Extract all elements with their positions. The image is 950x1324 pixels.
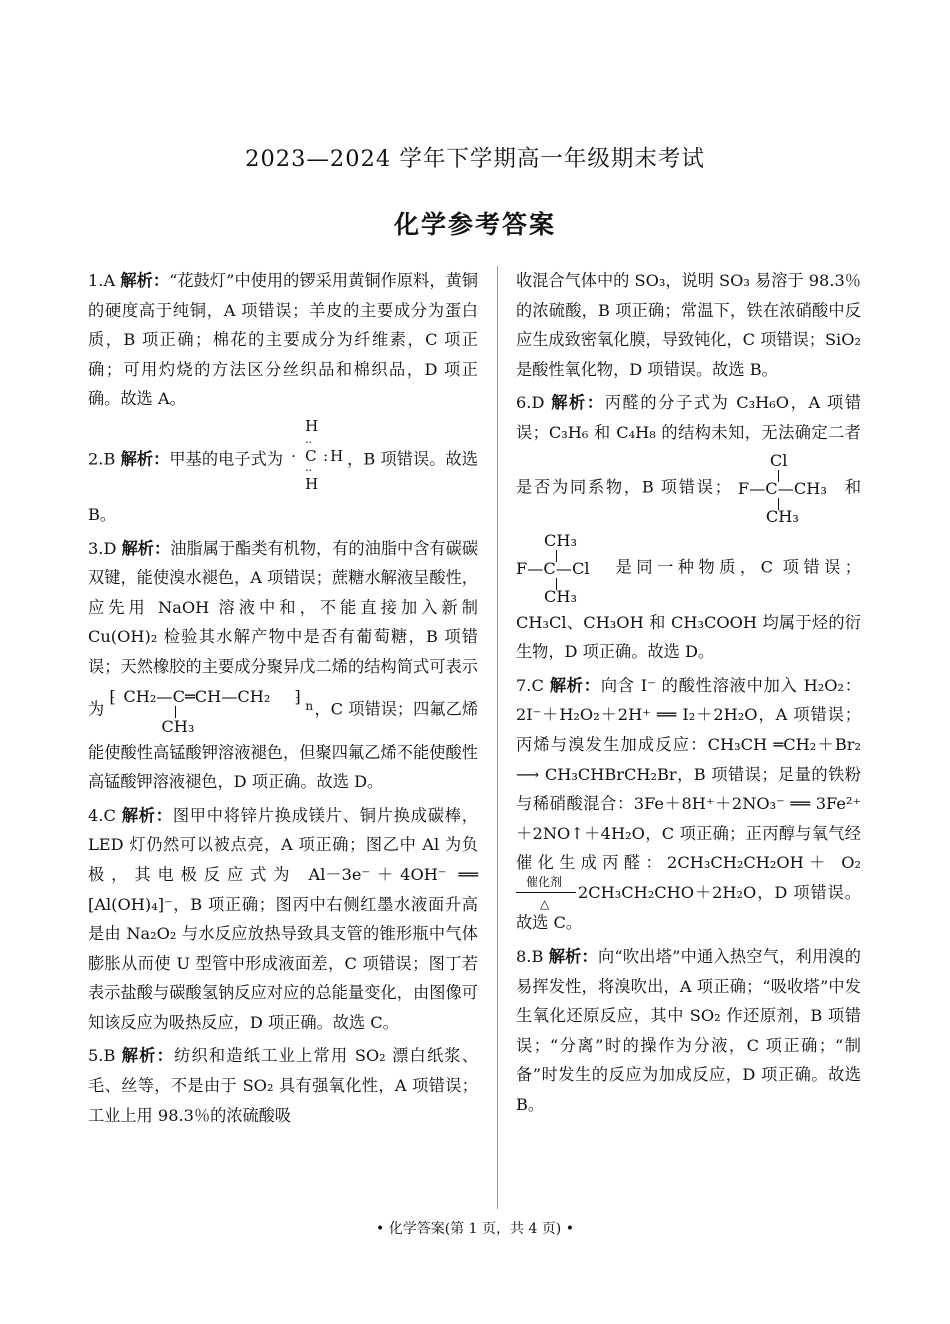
- electron-h-bottom: H: [305, 474, 319, 493]
- answer-5: [88, 1041, 478, 1130]
- page-footer: • 化学答案(第 1 页，共 4 页) •: [376, 1221, 574, 1237]
- answer-text: 2CH₃CH₂CHO＋2H₂O，D 项错误。故选 C。: [516, 882, 861, 933]
- analysis-label: 解析：: [548, 947, 598, 966]
- analysis-label: 解析：: [121, 1046, 175, 1066]
- electron-c: C: [305, 446, 317, 465]
- polyisoprene-structure: [109, 682, 314, 738]
- answer-text: 图甲中将锌片换成镁片、铜片换成碳棒，LED 灯仍然可以被点亮，A 项正确；图乙中 Al 为负极，其电极反应式为 Al－3e⁻＋4OH⁻ ══ [Al(OH)₄]⁻，B 项正确；图丙中右侧红墨水液面升高是由 Na₂O₂ 与水反应放热导致具支管的锥形瓶中气体膨胀从而使 U 型管中形成液面差，C 项错误；图丁若表示盐酸与碳酸氢钠反应对应的总能量变化，由图像可知该反应为吸热反应，D 项正确。故选 C。: [88, 805, 478, 1032]
- page-subtitle: 化学参考答案: [393, 210, 556, 239]
- methyl-group: CH₃: [544, 530, 577, 550]
- answer-number: 2.B: [88, 449, 116, 469]
- reaction-arrow: [516, 875, 578, 912]
- left-column: [88, 266, 478, 1134]
- atom-cl: Cl: [769, 450, 788, 470]
- connector-text: 和: [844, 477, 861, 497]
- answer-1: [88, 266, 478, 414]
- answer-text: 收混合气体中的 SO₃，说明 SO₃ 易溶于 98.3％的浓硫酸，B 项正确；常温下，铁在浓硝酸中反应生成致密氧化膜，导致钝化，C 项错误；SiO₂ 是酸性氧化物，D 项错误。故选 B。: [516, 271, 861, 379]
- oxygen: O₂: [841, 853, 861, 873]
- answer-text: 油脂属于酯类有机物，有的油脂中含有碳碳双键，能使溴水褪色，A 项错误；蔗糖水解液呈酸性，应先用 NaOH 溶液中和，不能直接加入新制 Cu(OH)₂ 检验其水解产物中是否有葡萄糖，B 项错误；天然橡胶的主要成分聚异戊二烯的结构简式可表示为: [88, 538, 479, 719]
- column-divider: [497, 266, 498, 1209]
- bracket-right: ⁆: [294, 686, 301, 706]
- subscript-n: n: [305, 698, 314, 713]
- right-column: [516, 266, 861, 1124]
- answer-7: [516, 671, 861, 938]
- answer-text: 向含 I⁻ 的酸性溶液中加入 H₂O₂：2I⁻＋H₂O₂＋2H⁺ ══ I₂＋2H₂O，A 项错误；丙烯与溴发生加成反应：CH₃CH ═CH₂＋Br₂ ⟶ CH₃CHBrCH₂Br，B 项错误；足量的铁粉与稀硝酸混合：3Fe＋8H⁺＋2NO₃⁻ ══ 3Fe²⁺＋2NO↑＋4H₂O，C 项正确；正丙醇与氧气经催化生成丙醛：2CH₃CH₂CH₂OH＋: [516, 675, 861, 873]
- electron-dots-top: ··: [305, 435, 313, 449]
- electron-h-right: H: [330, 446, 344, 465]
- methyl-group: CH₃: [765, 506, 799, 526]
- structure-main-chain: F—C—Cl: [516, 558, 590, 578]
- answer-text: ，C 项错误；四氟乙烯能使酸性高锰酸钾溶液褪色，但聚四氟乙烯不能使酸性高锰酸钾溶液褪色，D 项正确。故选 D。: [88, 699, 479, 792]
- answer-number: 1.A: [88, 271, 116, 290]
- answer-8: [516, 942, 861, 1120]
- analysis-label: 解析：: [120, 271, 170, 290]
- analysis-label: 解析：: [121, 538, 171, 558]
- analysis-label: 解析：: [549, 675, 601, 695]
- answer-number: 3.D: [88, 538, 117, 558]
- answer-3: [88, 534, 478, 797]
- answer-text: 是同一种物质，C 项错误；CH₃Cl、CH₃OH 和 CH₃COOH 均属于烃的衍生物，D 项正确。故选 D。: [516, 557, 861, 662]
- analysis-label: 解析：: [121, 805, 173, 825]
- structure-main-chain: F—C—CH₃: [737, 478, 827, 498]
- answer-number: 5.B: [88, 1046, 116, 1066]
- answer-number: 8.B: [516, 947, 544, 966]
- analysis-label: 解析：: [551, 393, 605, 413]
- answer-text: 甲基的电子式为: [169, 449, 284, 469]
- bracket-left: ⁅: [109, 686, 116, 706]
- answer-5-continued: [516, 266, 861, 384]
- answer-text: ，B 项错误。故选 B。: [88, 449, 478, 524]
- answer-text: 丙醛的分子式为 C₃H₆O，A 项错误；C₃H₆ 和 C₄H₈ 的结构未知，无法确定二者是否为同系物，B 项错误；: [516, 393, 862, 497]
- electron-dots-bottom: ··: [305, 463, 313, 477]
- electron-colon: :: [323, 446, 329, 465]
- structure-1: [738, 448, 838, 528]
- methyl-group: CH₃: [161, 716, 195, 736]
- answer-number: 4.C: [88, 805, 116, 825]
- methyl-electron-formula: [283, 416, 347, 500]
- heat-symbol: △: [540, 897, 550, 912]
- electron-dot-left: ·: [291, 446, 296, 465]
- answer-6: [516, 388, 861, 666]
- answer-number: 6.D: [516, 393, 545, 413]
- catalyst-label: 催化剂: [526, 875, 563, 890]
- polymer-chain: CH₂—C═CH—CH₂: [123, 686, 271, 706]
- page-title: 2023—2024 学年下学期高一年级期末考试: [245, 146, 705, 172]
- structure-2: [516, 528, 606, 608]
- answer-2: [88, 416, 478, 530]
- answer-text: 向“吹出塔”中通入热空气，利用溴的易挥发性，将溴吹出，A 项正确；“吸收塔”中发生氧化还原反应，其中 SO₂ 作还原剂，B 项错误；“分离”时的操作为分液，C 项正确；“制备”时发生的反应为加成反应，D 项正确。故选 B。: [516, 947, 861, 1114]
- analysis-label: 解析：: [120, 449, 170, 469]
- answer-text: “花鼓灯”中使用的锣采用黄铜作原料，黄铜的硬度高于纯铜，A 项错误；羊皮的主要成分为蛋白质，B 项正确；棉花的主要成分为纤维素，C 项正确；可用灼烧的方法区分丝织品和棉织品，D 项正确。故选 A。: [88, 271, 478, 409]
- answer-4: [88, 801, 478, 1038]
- electron-h-top: H: [305, 416, 319, 435]
- answer-number: 7.C: [516, 675, 544, 695]
- methyl-group: CH₃: [544, 586, 577, 606]
- answer-text: 纺织和造纸工业上常用 SO₂ 漂白纸浆、毛、丝等，不是由于 SO₂ 具有强氧化性，A 项错误；工业上用 98.3％的浓硫酸吸: [88, 1046, 479, 1125]
